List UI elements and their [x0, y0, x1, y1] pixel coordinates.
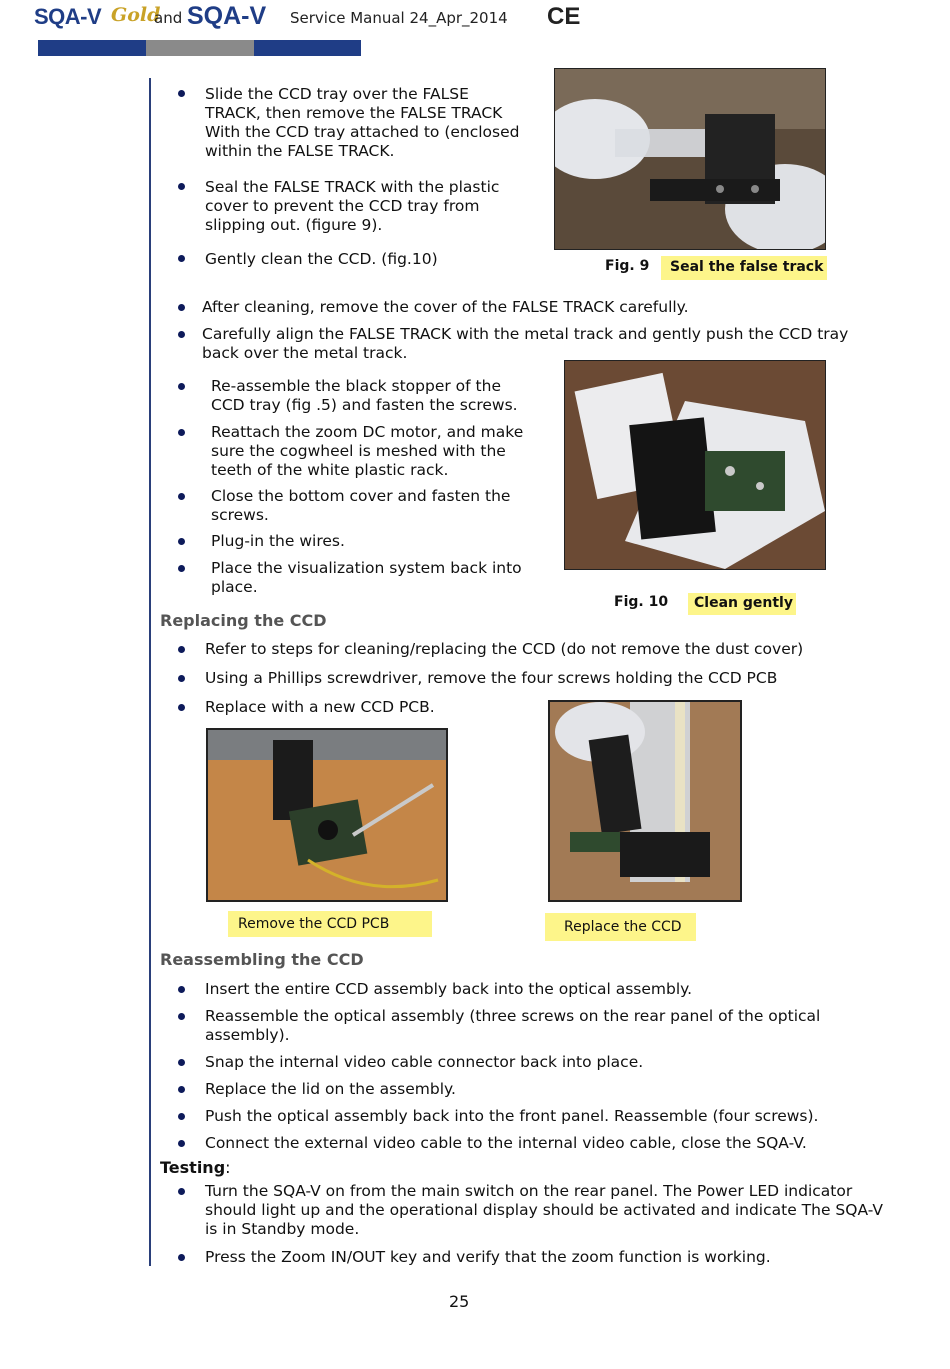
bullet-dot	[178, 493, 185, 500]
list-item: Plug-in the wires.	[211, 532, 345, 550]
list-item: Seal the FALSE TRACK with the plastic cover to prevent the CCD tray from slipping out. (figure 9).	[205, 178, 500, 234]
header-title: Service Manual 24_Apr_2014	[290, 9, 508, 27]
list-item: Turn the SQA-V on from the main switch on the rear panel. The Power LED indicator should light up and the operational display should be activated and indicate The SQA-V is in Standby mode.	[205, 1182, 884, 1238]
testing-heading: Testing:	[160, 1158, 231, 1177]
bullet-dot	[178, 1013, 185, 1020]
header-bar-1	[38, 40, 146, 56]
list-item: After cleaning, remove the cover of the FALSE TRACK carefully.	[202, 298, 689, 316]
list-item: Press the Zoom IN/OUT key and verify that the zoom function is working.	[205, 1248, 771, 1266]
list-item: Close the bottom cover and fasten the screws.	[211, 487, 511, 524]
header-bar-2	[146, 40, 254, 56]
page-number: 25	[449, 1292, 470, 1311]
bullet-dot	[178, 255, 185, 262]
list-item: Place the visualization system back into place.	[211, 559, 522, 596]
list-item: Slide the CCD tray over the FALSE TRACK, then remove the FALSE TRACK With the CCD tray attached to (enclosed within the FALSE TRACK.	[205, 85, 520, 160]
header-bar-3	[254, 40, 361, 56]
bullet-dot	[178, 1113, 185, 1120]
list-item: Refer to steps for cleaning/replacing the CCD (do not remove the dust cover)	[205, 640, 804, 658]
ce-mark-icon: CE	[547, 3, 581, 30]
fig9-photo	[554, 68, 826, 250]
margin-rule	[149, 78, 151, 1266]
remove-ccd-photo	[206, 728, 448, 902]
fig10-photo	[564, 360, 826, 570]
fig10-caption: Clean gently	[688, 593, 796, 615]
gold-logo-script: Gold	[111, 4, 161, 26]
replace-ccd-caption: Replace the CCD	[545, 913, 696, 941]
list-item: Reattach the zoom DC motor, and make sure the cogwheel is meshed with the teeth of the white plastic rack.	[211, 423, 524, 479]
list-item: Snap the internal video cable connector back into place.	[205, 1053, 644, 1071]
fig9-label: Fig. 9	[605, 258, 650, 274]
header-and: and	[154, 9, 183, 27]
bullet-dot	[178, 646, 185, 653]
sqa-v-logo: SQA-V	[187, 2, 267, 30]
bullet-dot	[178, 704, 185, 711]
list-item: Push the optical assembly back into the front panel. Reassemble (four screws).	[205, 1107, 819, 1125]
list-item: Reassemble the optical assembly (three screws on the rear panel of the optical assembly).	[205, 1007, 821, 1044]
replace-ccd-photo	[548, 700, 742, 902]
sqa-v-gold-logo: SQA-V	[34, 4, 102, 29]
list-item: Using a Phillips screwdriver, remove the four screws holding the CCD PCB	[205, 669, 778, 687]
bullet-dot	[178, 429, 185, 436]
bullet-dot	[178, 986, 185, 993]
list-item: Gently clean the CCD. (fig.10)	[205, 250, 438, 268]
bullet-dot	[178, 1254, 185, 1261]
list-item: Carefully align the FALSE TRACK with the metal track and gently push the CCD tray back over the metal track.	[202, 325, 849, 362]
list-item: Re-assemble the black stopper of the CCD tray (fig .5) and fasten the screws.	[211, 377, 518, 414]
bullet-dot	[178, 1059, 185, 1066]
bullet-dot	[178, 1086, 185, 1093]
replacing-heading: Replacing the CCD	[160, 611, 327, 630]
remove-ccd-caption: Remove the CCD PCB	[228, 911, 432, 937]
list-item: Replace with a new CCD PCB.	[205, 698, 435, 716]
bullet-dot	[178, 565, 185, 572]
bullet-dot	[178, 1188, 185, 1195]
fig10-label: Fig. 10	[614, 594, 669, 610]
fig9-caption: Seal the false track	[661, 256, 827, 280]
bullet-dot	[178, 383, 185, 390]
reassembling-heading: Reassembling the CCD	[160, 950, 364, 969]
bullet-dot	[178, 304, 185, 311]
bullet-dot	[178, 1140, 185, 1147]
bullet-dot	[178, 183, 185, 190]
bullet-dot	[178, 675, 185, 682]
bullet-dot	[178, 90, 185, 97]
list-item: Replace the lid on the assembly.	[205, 1080, 456, 1098]
list-item: Insert the entire CCD assembly back into the optical assembly.	[205, 980, 693, 998]
bullet-dot	[178, 331, 185, 338]
bullet-dot	[178, 538, 185, 545]
list-item: Connect the external video cable to the internal video cable, close the SQA-V.	[205, 1134, 807, 1152]
